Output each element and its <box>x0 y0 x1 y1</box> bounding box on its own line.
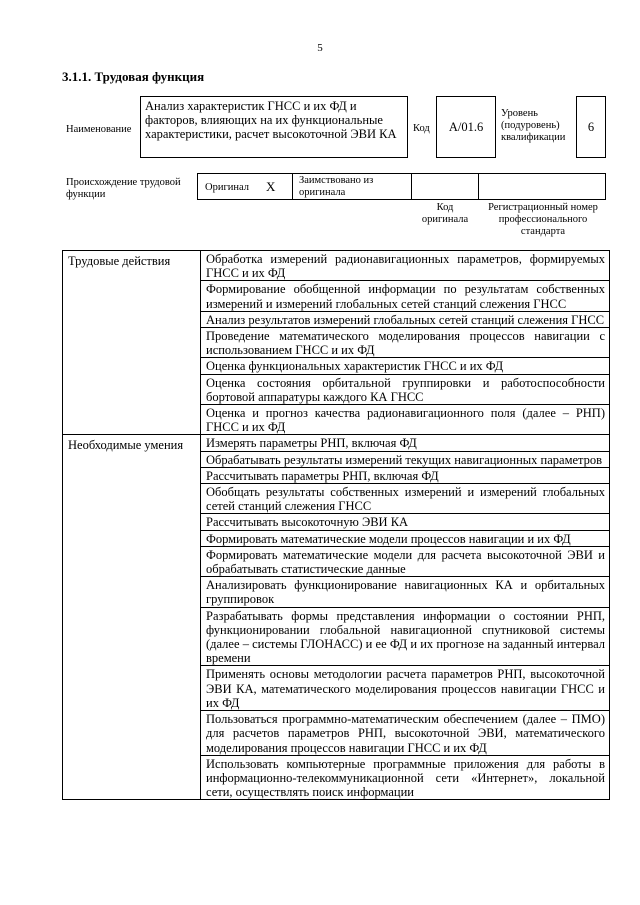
page-number: 5 <box>317 42 323 54</box>
section-item: Оценка функциональных характеристик ГНСС и их ФД <box>201 358 610 374</box>
reg-number-cell <box>478 173 606 200</box>
section-label: Необходимые умения <box>63 435 201 800</box>
section-item: Обработка измерений радионавигационных параметров, формируемых ГНСС и их ФД <box>201 251 610 281</box>
table-row <box>63 435 610 451</box>
original-label: Оригинал <box>205 182 249 193</box>
code-value <box>436 96 496 158</box>
code-value-text: A/01.6 <box>448 120 484 134</box>
code-label: Код <box>413 123 430 134</box>
labor-function-table <box>62 250 610 800</box>
section-item: Анализировать функционирование навигационных КА и орбитальных группировок <box>201 577 610 607</box>
section-item: Применять основы методологии расчета параметров РНП, высокоточной ЭВИ КА, математического моделирования процессов навигации ГНСС и их ФД <box>201 666 610 711</box>
section-item: Формирование обобщенной информации по результатам собственных измерений и измерений глобальных сетей станций слежения ГНСС <box>201 281 610 311</box>
level-label: Уровень (подуровень) квалификации <box>501 108 566 143</box>
section-item: Формировать математические модели процессов навигации и их ФД <box>201 530 610 546</box>
name-label: Наименование <box>66 124 132 135</box>
section-item: Обобщать результаты собственных измерений и измерений глобальных сетей станций слежения ГНСС <box>201 484 610 514</box>
original-mark: X <box>266 179 276 194</box>
original-cell <box>197 173 293 200</box>
section-item: Оценка и прогноз качества радионавигационного поля (далее – РНП) ГНСС и их ФД <box>201 405 610 435</box>
section-item: Рассчитывать высокоточную ЭВИ КА <box>201 514 610 530</box>
section-item: Обрабатывать результаты измерений текущих навигационных параметров <box>201 451 610 467</box>
section-item: Анализ результатов измерений глобальных сетей станций слежения ГНСС <box>201 311 610 327</box>
section-heading: 3.1.1. Трудовая функция <box>62 69 205 84</box>
section-item: Оценка состояния орбитальной группировки и работоспособности бортовой аппаратуры каждого КА ГНСС <box>201 374 610 404</box>
section-item: Пользоваться программно-математическим обеспечением (далее – ПМО) для расчетов параметров РНП, высокоточной ЭВИ, математического моделирования процессов навигации ГНСС и их ФД <box>201 711 610 756</box>
table-row <box>63 251 610 281</box>
section-label: Трудовые действия <box>63 251 201 435</box>
name-value-text: Анализ характеристик ГНСС и их ФД и факторов, влияющих на их функциональные характеристики, расчет высокоточной ЭВИ КА <box>145 99 397 141</box>
section-item: Формировать математические модели для расчета высокоточной ЭВИ и обрабатывать статистические данные <box>201 546 610 576</box>
section-item: Измерять параметры РНП, включая ФД <box>201 435 610 451</box>
origin-label: Происхождение трудовой функции <box>66 177 181 200</box>
original-code-cell <box>411 173 479 200</box>
section-item: Рассчитывать параметры РНП, включая ФД <box>201 467 610 483</box>
level-value-text: 6 <box>587 120 595 134</box>
borrowed-cell <box>292 173 412 200</box>
section-item: Использовать компьютерные программные приложения для работы в информационно-телекоммуникационной сети «Интернет», локальной сети, осуществлять поиск информации <box>201 755 610 800</box>
code-caption: Код оригинала <box>421 202 469 225</box>
borrowed-label: Заимствовано из оригинала <box>299 175 374 198</box>
section-item: Проведение математического моделирования процессов навигации с использованием ГНСС и их ФД <box>201 328 610 358</box>
name-value <box>140 96 408 158</box>
level-value <box>576 96 606 158</box>
section-item: Разрабатывать формы представления информации о состоянии РНП, функционировании глобальной навигационной спутниковой системы (далее – системы ГЛОНАСС) и ее ФД и их прогнозе на заданный интервал времени <box>201 607 610 666</box>
reg-caption: Регистрационный номер профессионального стандарта <box>488 202 598 237</box>
